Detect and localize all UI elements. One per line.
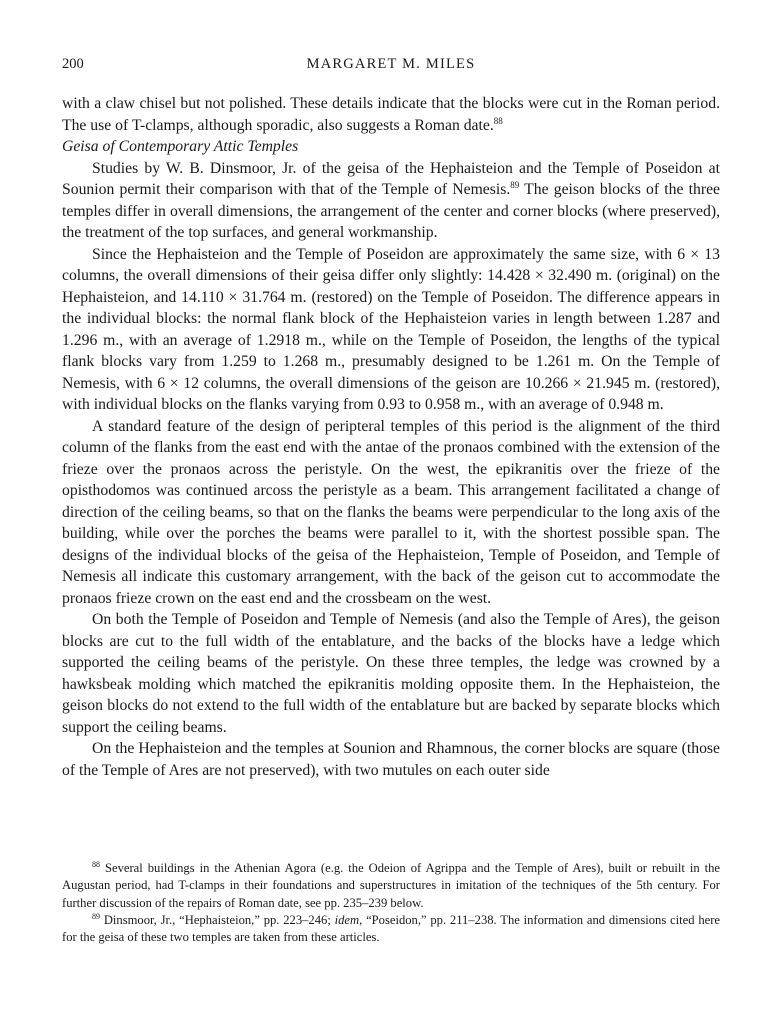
section-heading: Geisa of Contemporary Attic Temples (62, 138, 299, 155)
footnote-idem: idem (334, 912, 360, 927)
paragraph-5: On the Hephaisteion and the temples at Sounion and Rhamnous, the corner blocks are square (those of the Temple of Ares are not preserved), with two mutules on each outer side (62, 740, 720, 779)
footnote-number: 89 (92, 911, 100, 921)
page-number: 200 (62, 56, 84, 72)
footnote-text: Several buildings in the Athenian Agora (e.g. the Odeion of Agrippa and the Temple of Ares), built or rebuilt in the Augustan period, had T-clamps in their foundations and superstructures in imitation of the techniques of the 5th century. For further discussion of the repairs of Roman date, see pp. 235–239 below. (62, 861, 720, 910)
paragraph-continued (62, 93, 720, 136)
footnote-ref-89: 89 (510, 180, 520, 190)
footnote-ref-88: 88 (493, 115, 503, 126)
footnote-text: , “Poseidon,” pp. 211–238. The information and dimensions cited here for the geisa of these two temples are taken from these articles. (62, 912, 720, 945)
paragraph-4: On both the Temple of Poseidon and Temple of Nemesis (and also the Temple of Ares), the geison blocks are cut to the full width of the entablature, and the backs of the blocks have a ledge which supported the ceiling beams of the peristyle. On these three temples, the ledge was crowned by a hawksbeak molding which matched the epikranitis molding opposite them. In the Hephaisteion, the geison blocks do not extend to the full width of the entablature but are backed by separate blocks which support the ceiling beams. (62, 611, 720, 736)
paragraph-1 (62, 158, 720, 244)
paragraph-text: The geison blocks of the three temples differ in overall dimensions, the arrangement of the center and corner blocks (where preserved), the treatment of the top surfaces, and general workmanship. (62, 181, 720, 241)
footnote-number: 88 (92, 860, 100, 869)
page-header (62, 56, 720, 80)
paragraph-2: Since the Hephaisteion and the Temple of Poseidon are approximately the same size, with 6 × 13 columns, the overall dimensions of their geisa differ only slightly: 14.428 × 32.490 m. (original) on the Hephaisteion, and 14.110 × 31.764 m. (restored) on the Temple of Poseidon. The difference appears in the individual blocks: the normal flank block of the Hephaisteion varies in length between 1.287 and 1.296 m., with an average of 1.2918 m., while on the Temple of Poseidon, the lengths of the typical flank blocks vary from 1.259 to 1.268 m., presumably designed to be 1.261 m. On the Temple of Nemesis, with 6 × 12 columns, the overall dimensions of the geison are 10.266 × 21.945 m. (restored), with individual blocks on the flanks varying from 0.93 to 0.958 m., with an average of 0.948 m. (62, 245, 720, 413)
footnote-89 (62, 912, 720, 947)
paragraph-text: Studies by W. B. Dinsmoor, Jr. of the geisa of the Hephaisteion and the Temple of Poseidon at Sounion permit their comparison with that of the Temple of Nemesis. (62, 159, 720, 198)
paragraph-3: A standard feature of the design of peripteral temples of this period is the alignment of the third column of the flanks from the east end with the antae of the pronaos combined with the extension of the frieze over the pronaos across the peristyle. On the west, the epikranitis over the frieze of the opisthodomos was continued arcoss the peristyle as a beam. This arrangement facilitated a change of direction of the ceiling beams, so that on the flanks the beams were perpendicular to the long axis of the building, while over the porches the beams were parallel to it, with the shortest possible span. The designs of the individual blocks of the geisa of the Hephaisteion, Temple of Poseidon, and Temple of Nemesis all indicate this customary arrangement, with the back of the geison cut to accommodate the pronaos frieze crown on the east end and the crossbeam on the west. (62, 417, 720, 607)
running-head: MARGARET M. MILES (306, 56, 476, 72)
footnotes (62, 860, 720, 946)
paragraph-text: with a claw chisel but not polished. These details indicate that the blocks were cut in the Roman period. The use of T-clamps, although sporadic, also suggests a Roman date. (62, 95, 720, 134)
footnote-text: Dinsmoor, Jr., “Hephaisteion,” pp. 223–246; (103, 912, 335, 927)
footnote-88 (62, 860, 720, 912)
body-text (62, 93, 720, 781)
